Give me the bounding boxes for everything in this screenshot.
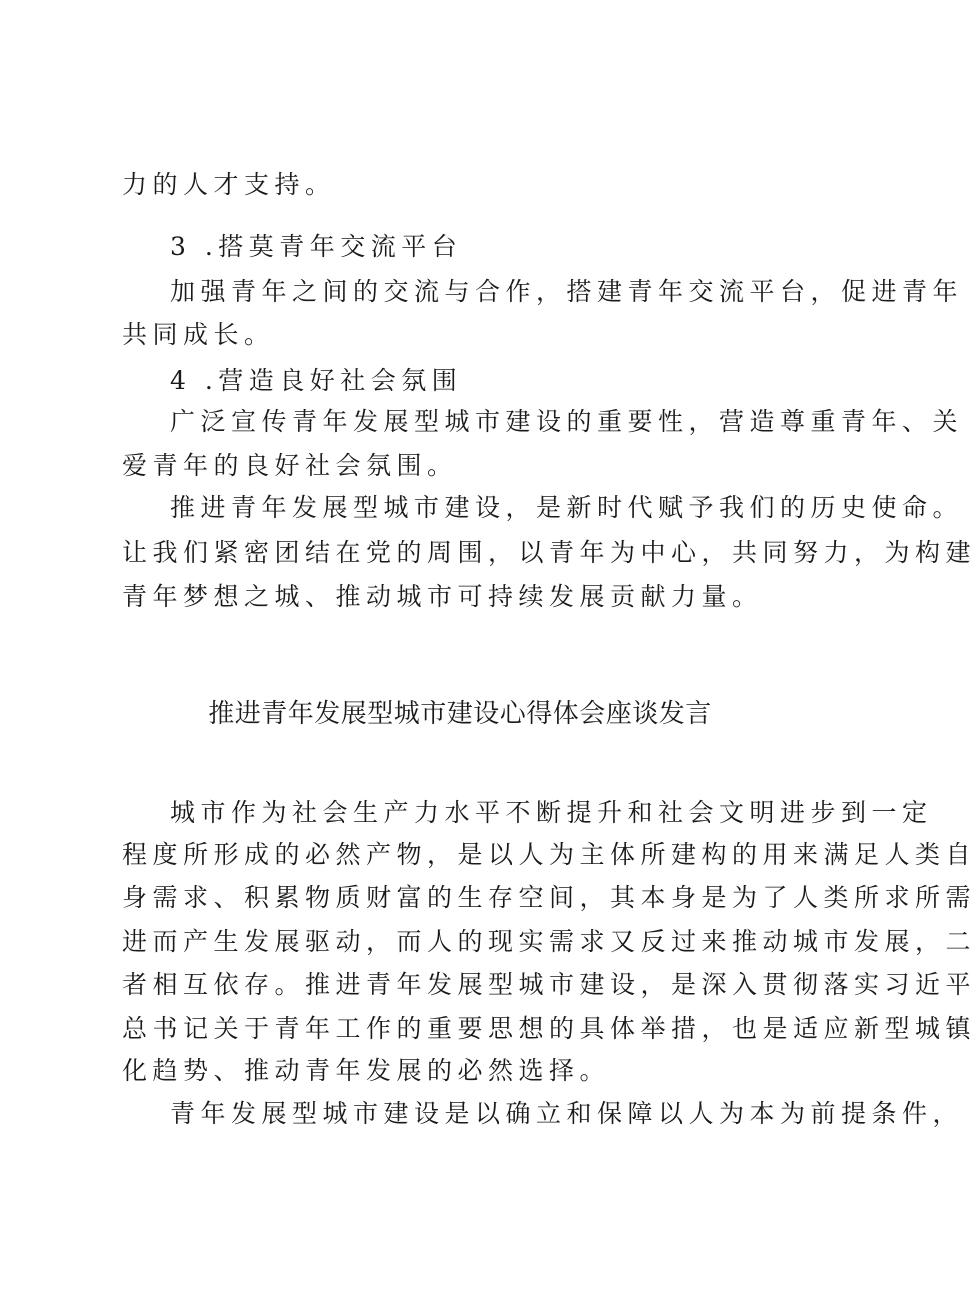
conclusion-line: 青年梦想之城、推动城市可持续发展贡献力量。 [122, 582, 763, 611]
paragraph-1-line: 进而产生发展驱动，而人的现实需求又反过来推动城市发展，二 [122, 927, 976, 956]
item-3-title: 3 .搭莫青年交流平台 [170, 232, 463, 261]
item-3-body-line: 加强青年之间的交流与合作，搭建青年交流平台，促进青年 [170, 277, 964, 306]
continuation-line: 力的人才支持。 [122, 170, 336, 199]
conclusion-line: 推进青年发展型城市建设，是新时代赋予我们的历史使命。 [170, 493, 964, 522]
item-4-title: 4 .营造良好社会氛围 [170, 366, 463, 395]
item-4-body-line: 爱青年的良好社会氛围。 [122, 451, 458, 480]
paragraph-2-line: 青年发展型城市建设是以确立和保障以人为本为前提条件， [170, 1099, 964, 1128]
paragraph-1-line: 城市作为社会生产力水平不断提升和社会文明进步到一定 [170, 798, 933, 827]
paragraph-1-line: 程度所形成的必然产物，是以人为主体所建构的用来满足人类自 [122, 840, 976, 869]
item-3-body-line: 共同成长。 [122, 320, 275, 349]
paragraph-1-line: 总书记关于青年工作的重要思想的具体举措，也是适应新型城镇 [122, 1014, 976, 1043]
conclusion-line: 让我们紧密团结在党的周围，以青年为中心，共同努力，为构建 [122, 538, 976, 567]
paragraph-1-line: 者相互依存。推进青年发展型城市建设，是深入贯彻落实习近平 [122, 970, 976, 999]
section-title: 推进青年发展型城市建设心得体会座谈发言 [208, 699, 712, 729]
paragraph-1-line: 身需求、积累物质财富的生存空间，其本身是为了人类所求所需 [122, 883, 976, 912]
item-4-body-line: 广泛宣传青年发展型城市建设的重要性，营造尊重青年、关 [170, 407, 964, 436]
paragraph-1-line: 化趋势、推动青年发展的必然选择。 [122, 1056, 611, 1085]
